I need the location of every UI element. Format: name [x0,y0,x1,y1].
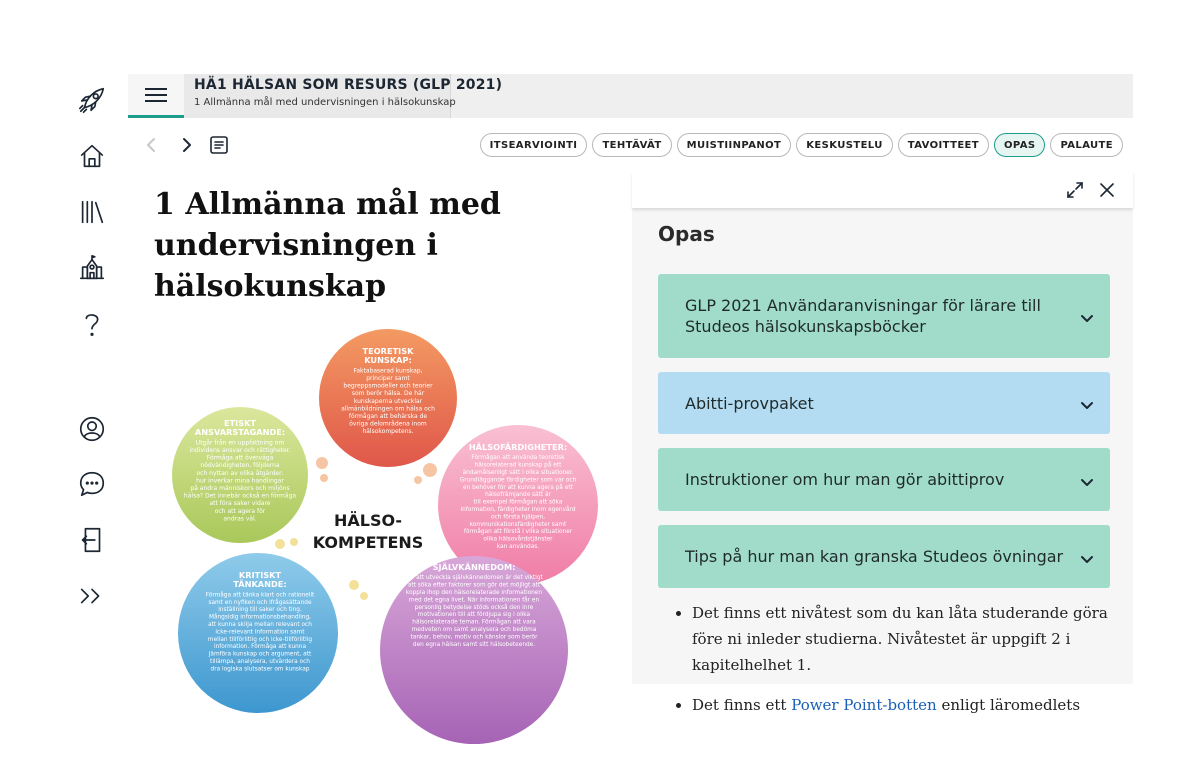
chevron-down-icon [1080,550,1094,564]
circle-body-text: nödvändigheten, följderna [200,462,280,470]
article [128,172,632,684]
circle-body-text: hälsokompetens. [362,428,414,436]
circle-body-text: principer samt [366,375,410,382]
circle-body-text: olika hälsovårdstjänster [483,536,553,543]
tab-tavoitteet[interactable]: TAVOITTEET [898,133,989,157]
library-icon[interactable] [72,192,112,232]
chevron-down-icon [1080,396,1094,410]
document-icon[interactable] [208,134,230,156]
circle-body-text: samt en nyfiken och ifrågasättande [208,599,312,606]
text: enligt läromedlets [936,696,1081,714]
circle-body-text: begreppsmodeller och teorier [343,382,433,390]
tab-muistiinpanot[interactable]: MUISTIINPANOT [677,133,792,157]
circle-body-text: Förmåga att tänka klart och rationellt [205,592,315,599]
circle-body-text: med det egna livet. När informationen får en [408,597,540,604]
accordion-review-tips[interactable] [658,525,1110,588]
circle-title-text: KRITISKT [238,570,282,580]
accordion-label: Abitti-provpaket [685,393,814,413]
circle-body-text: mellan tillförlitlig och icke-tillförlitlig [207,636,313,643]
guide-title: Opas [658,222,715,246]
chevron-down-icon [1080,309,1094,323]
panel-controls [632,172,1133,208]
app-frame [128,74,1133,714]
circle-body-text: inställning till saker och ting. [218,607,302,614]
circle-body-text: kunskaperna utvecklar [353,397,423,405]
circle-body-text: För att utveckla självkännedomen är det viktigt [405,575,543,582]
circle-title-text: TÄNKANDE: [233,579,287,590]
accordion-user-guide[interactable] [658,274,1110,358]
circle-body-text: icke-relevant information samt [215,629,305,636]
circle-body-text: till exempel förmågan att söka [473,499,563,506]
logout-icon[interactable] [72,520,112,560]
health-competence-infographic [168,330,608,690]
circle-body-text: övriga delområdena inom [349,420,427,428]
circle-body-text: Utgår från en uppfattning om [195,439,285,447]
title-block [184,74,503,118]
school-icon[interactable] [72,248,112,288]
home-icon[interactable] [72,136,112,176]
circle-body-text: motivationen till att fördjupa sig i olika [417,612,531,619]
tab-tehtavat[interactable]: TEHTÄVÄT [592,133,671,157]
circle-body-text: koppla ihop den hälsorelaterade informationen [405,590,543,596]
circle-body-text: tankar, behov, motiv och känslor som berör [410,634,538,641]
help-icon[interactable] [72,304,112,344]
rocket-icon[interactable] [72,80,112,120]
accordion-label: GLP 2021 Användaranvisningar för lärare till Studeos hälsokunskapsböcker [685,296,1041,336]
circle-body-text: hälsa? Det innebär också en förmåga [183,492,297,500]
circle-body-text: kommunikationsfärdigheter samt [469,521,567,528]
circle-body-text: medveten om samt analysera och bedöma [411,627,537,633]
user-icon[interactable] [72,409,112,449]
page-title: 1 Allmänna mål med undervisningen i hälsokunskap [154,187,501,304]
guide-notes [677,600,1117,732]
circle-body-text: att söka efter faktorer som gör det möjligt att [407,582,541,589]
circle-body-text: Mångsidig informationsbehandling, [208,614,312,621]
circle-body-text: information, färdigheter inom egenvård [460,507,576,513]
circle-body-text: förmågan att förstå i vilka situationer [463,529,573,536]
book-title: HÄ1 HÄLSAN SOM RESURS (GLP 2021) [194,77,503,93]
circle-body-text: förmågan att behärska de [348,413,428,420]
circle-body-text: att föra saker vidare [209,500,271,508]
circle-body-text: ändamålsenligt sätt i olika situationer. [462,470,574,476]
circle-body-text: information. Förmåga att kunna [213,644,307,651]
accordion-label: Tips på hur man kan granska Studeos övningar [685,547,1064,566]
circle-body-text: och första hjälpen, [490,514,546,521]
circle-body-text: som berör hälsa. De här [351,390,425,398]
text: Det finns ett [692,696,792,714]
circle-body-text: hälsorelaterade teman. Förmågan att vara [412,619,536,626]
circle-body-text: personlig betydelse stöds också den inre [414,604,534,611]
power-point-link[interactable]: Power Point-botten [791,696,937,714]
circle-body-text: hälsofrämjande sätt är [485,492,551,499]
circle-body-text: och nyttan av olika åtgärder: [196,469,284,477]
top-bar [128,74,1133,118]
circle-body-text: Grundläggande färdigheter som var och [459,477,577,484]
side-rail [60,74,126,684]
circle-title-text: TEORETISK [362,346,414,356]
toolbar [128,118,1133,172]
chapter-title: 1 Allmänna mål med undervisningen i hälsokunskap [194,97,456,108]
fullscreen-icon[interactable] [1064,179,1086,201]
circle-title-text: HÄLSOFÄRDIGHETER: [468,442,568,452]
tab-bar [480,133,1123,157]
circle-body-text: hur inverkar mina handlingar [196,477,284,485]
circle-title-text: SJÄLVKÄNNEDOM: [432,562,516,572]
center-label-1: HÄLSO- [333,511,403,530]
circle-title-text: ANSVARSTAGANDE: [194,427,286,438]
circle-body-text: hälsorelaterad kunskap på ett [474,462,562,469]
circle-title-text: KUNSKAP: [364,355,412,366]
circle-body-text: Förmågan att använda teoretisk [471,455,565,462]
circle-body-text: dra logiska slutsatser om kunskap [210,666,310,673]
chat-icon[interactable] [72,464,112,504]
accordion-abitti-package[interactable] [658,372,1110,434]
circle-body-text: jämföra kunskap och argument, att [208,651,312,658]
tab-keskustelu[interactable]: KESKUSTELU [796,133,892,157]
list-item: • Det finns ett nivåtest som du kan låta studerande göra före ni inleder studierna. Nivåtestet är uppgift 2 i kapitelhelhet 1. [692,600,1117,678]
circle-title-text: ETISKT [223,418,257,428]
guide-panel [632,208,1133,714]
accordion-abitti-instructions[interactable] [658,448,1110,511]
circle-body-text: Faktabaserad kunskap, [353,367,423,375]
center-label-2: KOMPETENS [312,533,424,552]
circle-body-text: att kunna skilja mellan relevant och [208,622,312,628]
circle-body-text: andras väl. [223,515,257,523]
chevron-down-icon [1080,473,1094,487]
circle-body-text: kan användas. [496,544,540,550]
tab-palaute[interactable]: PALAUTE [1050,133,1123,157]
tab-itsearviointi[interactable]: ITSEARVIOINTI [480,133,588,157]
chevron-right-icon[interactable] [176,134,198,156]
accordion-label: Instruktioner om hur man gör abittiprov [685,470,1005,489]
chevron-left-icon[interactable] [140,134,162,156]
circle-body-text: på andra människors och miljöns [190,485,290,492]
circle-body-text: Förmåga att överväga [206,454,274,462]
circle-body-text: en behöver för att kunna agera på ett [463,484,573,491]
circle-body-text: och att agera för [214,507,266,515]
expand-icon[interactable] [72,576,112,616]
list-item [692,692,1117,718]
close-icon[interactable] [1096,179,1118,201]
menu-icon[interactable] [128,74,184,118]
circle-body-text: den egna hälsan samt sitt hälsobeteende. [412,641,536,648]
circle-body-text: allmänbildningen om hälsa och [341,405,435,413]
circle-body-text: individens ansvar och rättigheter. [189,447,291,454]
circle-body-text: tillämpa, analysera, utvärdera och [210,659,310,665]
tab-opas[interactable]: OPAS [994,133,1045,157]
